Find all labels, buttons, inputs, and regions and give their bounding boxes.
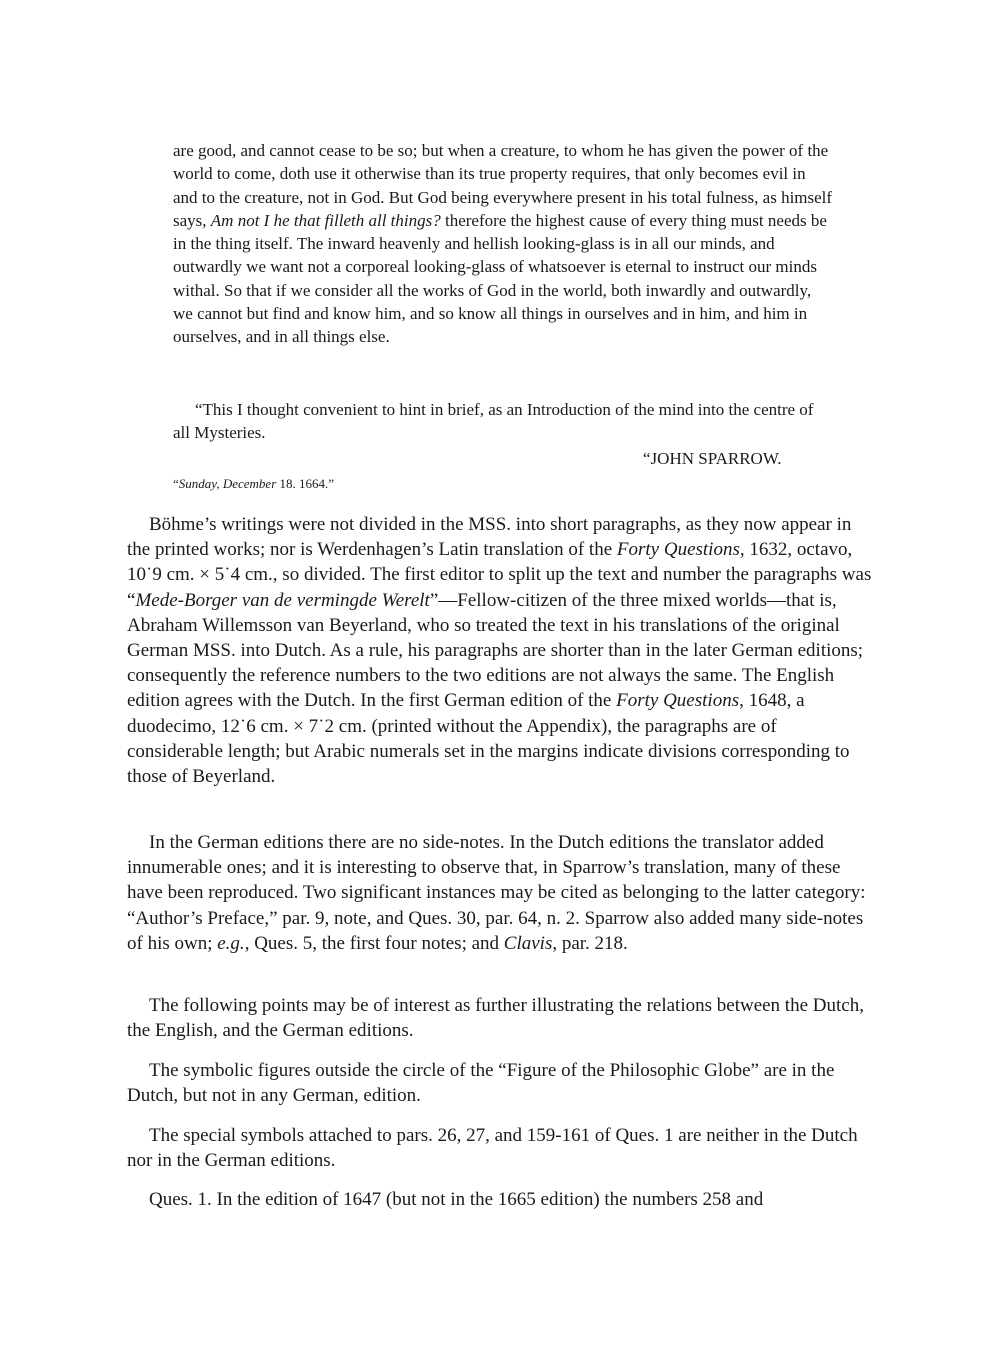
body-paragraph-6: Ques. 1. In the edition of 1647 (but not in the 1665 edition) the numbers 258 and (149, 1189, 764, 1210)
signature: “JOHN SPARROW. (643, 449, 782, 468)
dateline: “Sunday, December 18. 1664.” (173, 476, 335, 491)
body-paragraph-5: The special symbols attached to pars. 26, 27, and 159-161 of Ques. 1 are neither in the Dutch nor in the German editions. (127, 1125, 858, 1172)
body-paragraph-4: The symbolic figures outside the circle of the “Figure of the Philosophic Globe” are in the Dutch, but not in any German, edition. (127, 1060, 835, 1107)
quoted-paragraph-1: are good, and cannot cease to be so; but when a creature, to whom he has given the power of the world to come, doth use it otherwise than its true property requires, that only becomes evil in and to the creature, not in God. But God being everywhere present in his total fulness, as himself says, Am not I he that filleth all things? therefore the highest cause of every thing must needs be in the thing itself. The inward heavenly and hellish looking-glass is in all our minds, and outwardly we want not a corporeal looking-glass of whatsoever is eternal to instruct our minds withal. So that if we consider all the works of God in the world, both inwardly and outwardly, we cannot but find and know him, and so know all things in ourselves and in him, and him in ourselves, and in all things else. (173, 141, 833, 347)
body-paragraph-2: In the German editions there are no side-notes. In the Dutch editions the translator added innumerable ones; and it is interesting to observe that, in Sparrow’s translation, many of these have been reproduced. Two significant instances may be cited as belonging to the latter category: “Author’s Preface,” par. 9, note, and Ques. 30, par. 64, n. 2. Sparrow also added many side-notes of his own; e.g., Ques. 5, the first four notes; and Clavis, par. 218. (127, 832, 866, 954)
quoted-paragraph-2: “This I thought convenient to hint in brief, as an Introduction of the mind into the centre of all Mysteries. (173, 400, 814, 443)
body-paragraph-1: Böhme’s writings were not divided in the MSS. into short paragraphs, as they now appear in the printed works; nor is Werdenhagen’s Latin translation of the Forty Questions, 1632, octavo, 10˙9 cm. × 5˙4 cm., so divided. The first editor to split up the text and number the paragraphs was “Mede-Borger van de vermingde Werelt”—Fellow-citizen of the three mixed worlds—that is, Abraham Willemsson van Beyerland, who so treated the text in his translations of the original German MSS. into Dutch. As a rule, his paragraphs are shorter than in the later German editions; consequently the reference numbers to the two editions are not always the same. The English edition agrees with the Dutch. In the first German edition of the Forty Questions, 1648, a duodecimo, 12˙6 cm. × 7˙2 cm. (printed without the Appendix), the paragraphs are of considerable length; but Arabic numerals set in the margins indicate divisions corresponding to those of Beyerland. (127, 514, 872, 788)
body-paragraph-3: The following points may be of interest as further illustrating the relations between the Dutch, the English, and the German editions. (127, 995, 864, 1042)
